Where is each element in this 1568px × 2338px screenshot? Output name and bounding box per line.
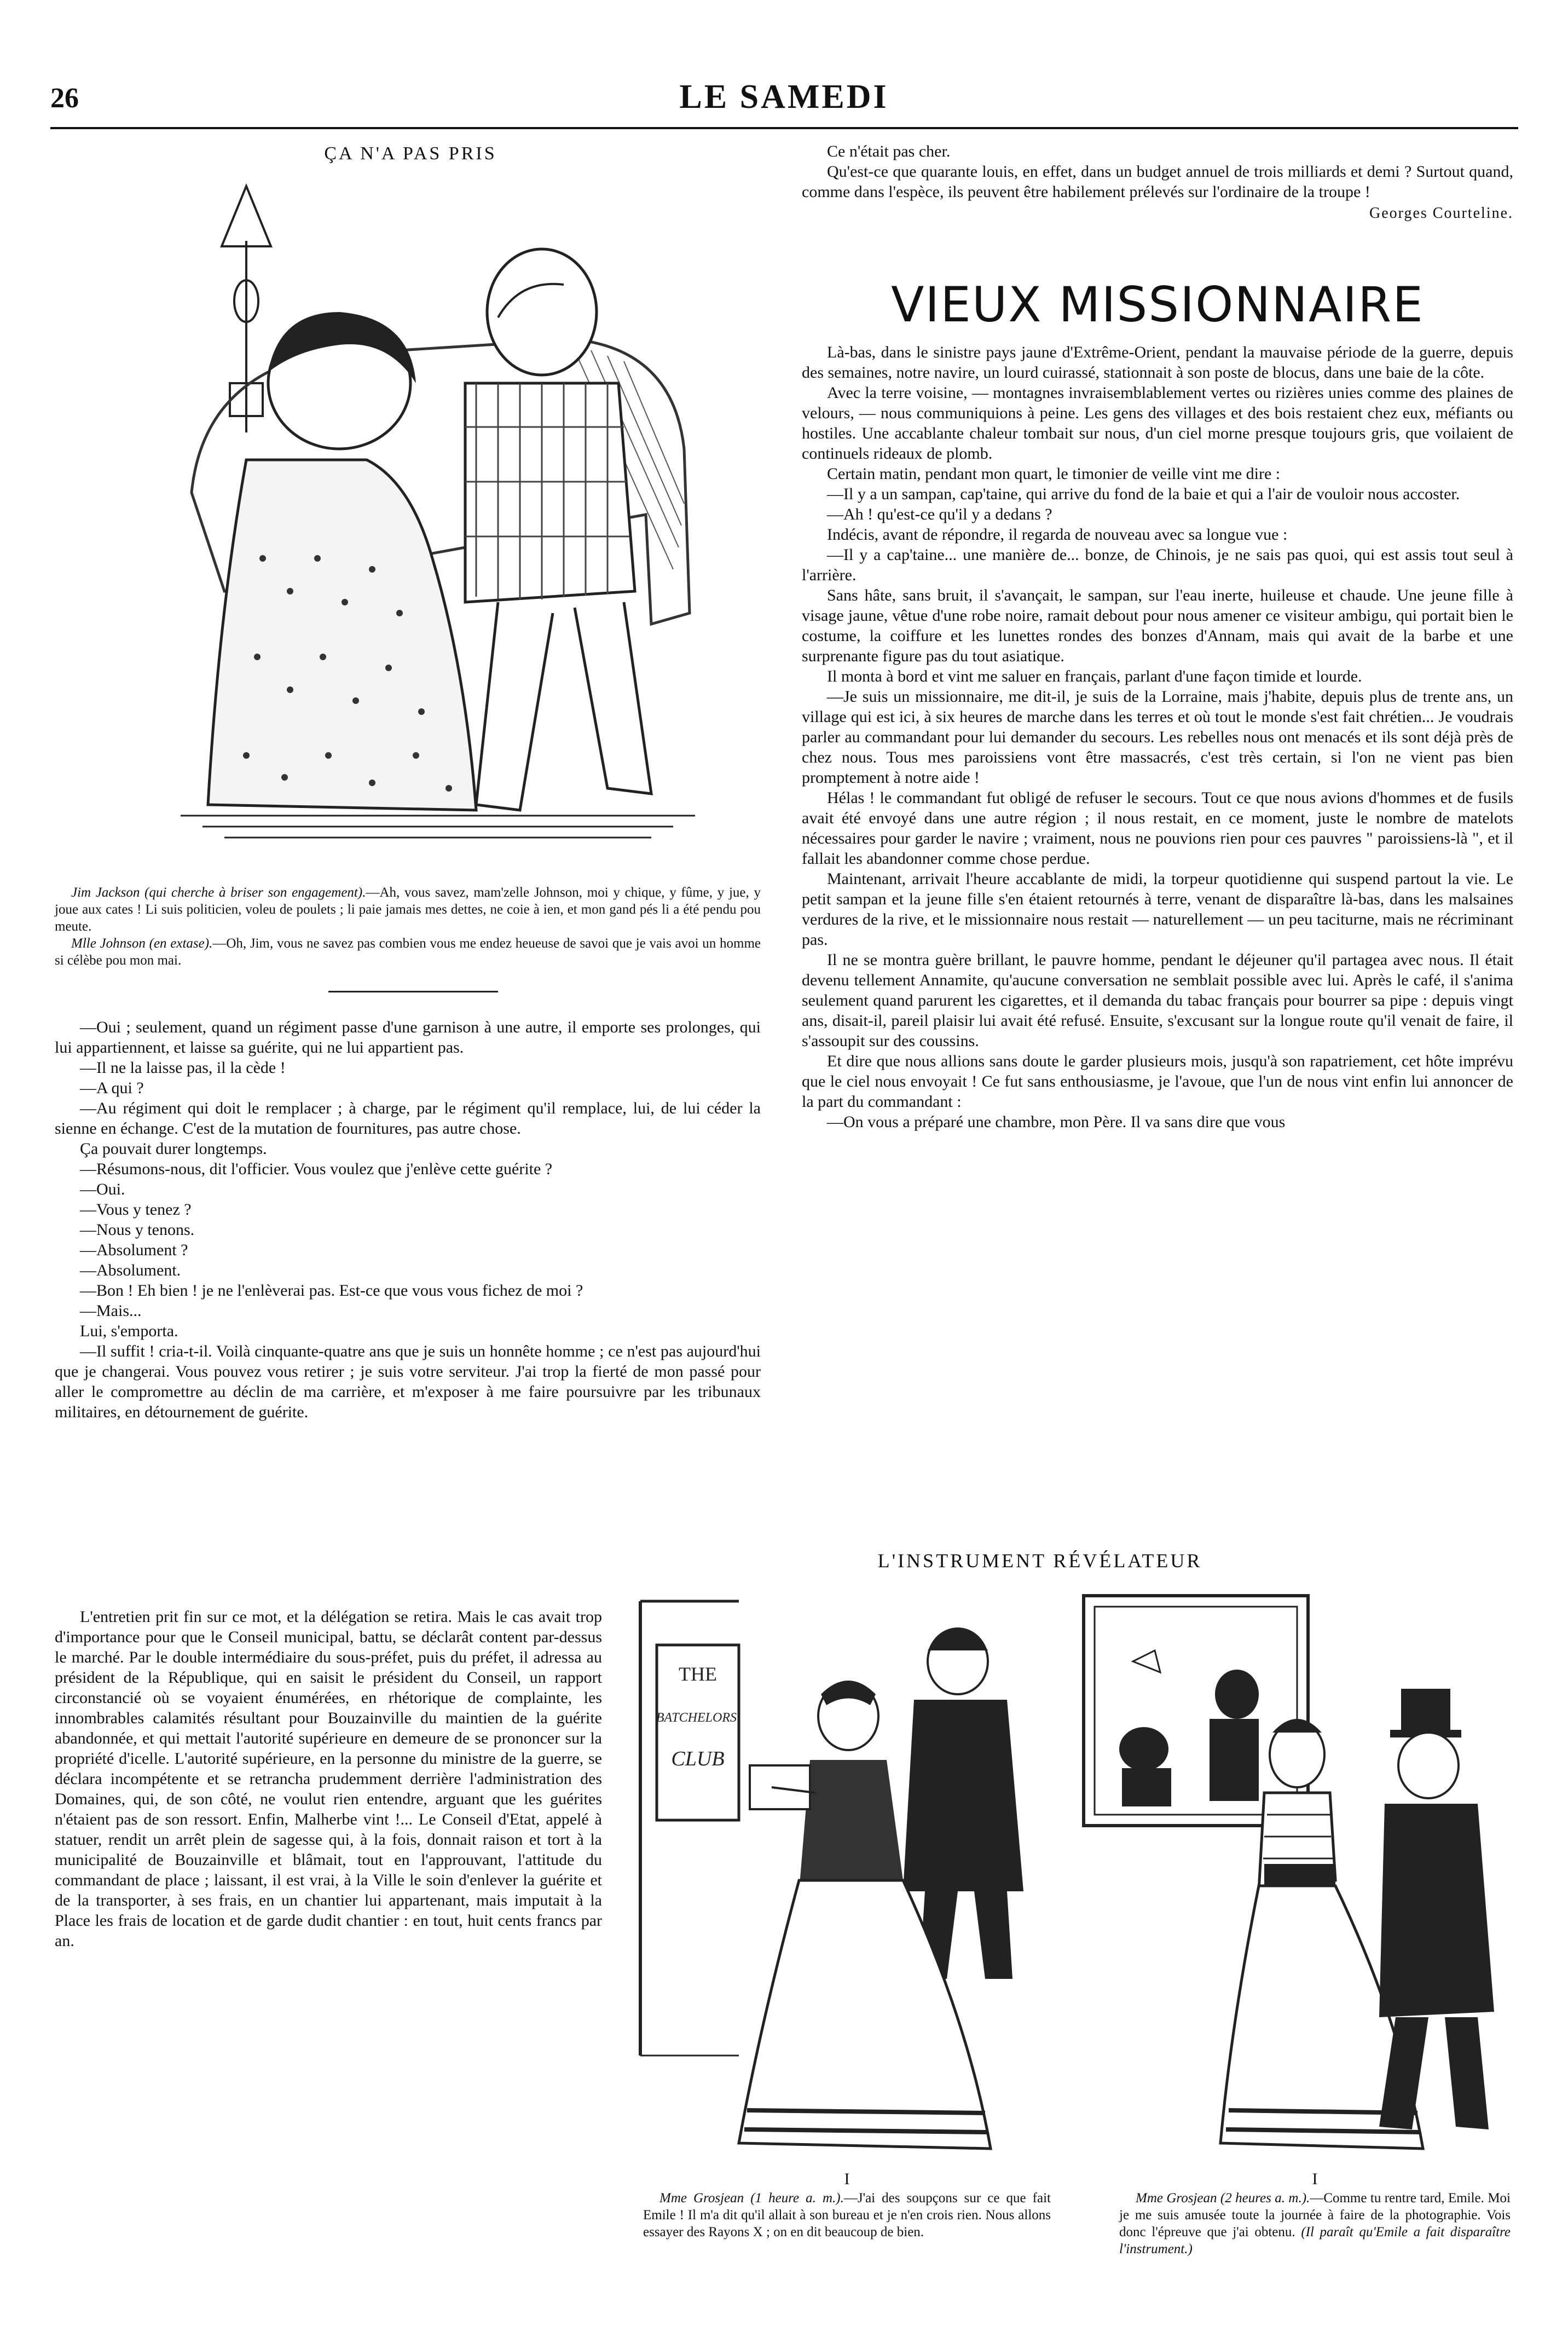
panel-1-number: I [844,2170,850,2188]
panel-1-speaker: Mme Grosjean (1 heure a. m.). [659,2191,844,2206]
instrument-panel-2-caption [1119,2170,1511,2258]
instrument-panel-1-illustration [629,1585,1056,2165]
paragraph: —On vous a préparé une chambre, mon Père. Il va sans dire que vous [827,1113,1286,1131]
author-signature: Georges Courteline. [1369,205,1513,222]
paragraph: Ça pouvait durer longtemps. [80,1140,267,1158]
paragraph: Avec la terre voisine, — montagnes invraisemblablement vertes ou rizières unies comme des plaines de velours, — nous communiquions à peine. Les gens des villages et des bois restaient chez eux, méfiants ou hostiles. Une accablante chaleur tombait sur nous, d'un ciel morne presque toujours gris, que voilaient de continuels rideaux de plomb. [802,384,1513,463]
paragraph: Ce n'était pas cher. [827,142,951,160]
couple-cartoon-illustration [82,175,755,859]
missionnaire-title: VIEUX MISSIONNAIRE [891,276,1424,333]
paragraph: —Ah ! qu'est-ce qu'il y a dedans ? [827,505,1052,523]
panel-2-speaker: Mme Grosjean (2 heures a. m.). [1136,2191,1310,2206]
paragraph: —Je suis un missionnaire, me dit-il, je suis de la Lorraine, mais j'habite, depuis plus de trente ans, un village qui est ici, à six heures de marche dans les terres et où tout le monde s'est fait chrétien... Je voudrais parler au commandant pour lui demander du secours. Les rebelles nous ont menacés et ils sont déjà près de chez nous. Tous mes paroissiens vont être massacrés, c'est très certain, si l'on ne vient pas bien promptement à notre aide ! [802,688,1513,787]
paragraph: —Il suffit ! cria-t-il. Voilà cinquante-quatre ans que je suis un honnête homme ; ce n'est pas aujourd'hui que je changerai. Vous pouvez vous retirer ; je suis votre serviteur. J'ai trop la fierté de mon passé pour aller le compromettre au déclin de ma carrière, et m'exposer à me faire poursuivre par les tribunaux militaires, en détournement de guérite. [55,1342,761,1421]
paragraph: —Absolument. [80,1261,181,1279]
paragraph: —A qui ? [80,1079,144,1097]
instrument-title: L'INSTRUMENT RÉVÉLATEUR [877,1550,1202,1572]
missionnaire-column [802,342,1513,1132]
paragraph: Sans hâte, sans bruit, il s'avançait, le sampan, sur l'eau inerte, huileuse et chaude. Une jeune fille à visage jaune, vêtue d'une robe noire, ramait debout pour nous amener ce visiteur ambigu, qui portait bien le costume, la coiffure et les lunettes rondes des bonzes d'Annam, mais qui avait de la barbe et une surprenante figure pas du tout asiatique. [802,586,1513,665]
cartoon-title: ÇA N'A PAS PRIS [324,143,497,164]
instrument-panel-2-illustration [1073,1585,1511,2165]
paragraph: —Il y a un sampan, cap'taine, qui arrive du fond de la baie et qui a l'air de vouloir nous accoster. [827,485,1460,503]
paragraph: —Au régiment qui doit le remplacer ; à charge, par le régiment qu'il remplace, lui, de lui céder la sienne en échange. C'est de la mutation de fournitures, pas autre chose. [55,1099,761,1138]
paragraph: —Oui. [80,1180,125,1198]
paragraph: —Vous y tenez ? [80,1200,192,1219]
paragraph: Il monta à bord et vint me saluer en français, parlant d'une façon timide et lourde. [827,667,1362,685]
svg-text:CLUB: CLUB [671,1747,725,1770]
paragraph: —Nous y tenons. [80,1221,195,1239]
panel-2-number: I [1312,2170,1318,2188]
paragraph: Hélas ! le commandant fut obligé de refuser le secours. Tout ce que nous avions d'hommes et de fusils avait été envoyé dans une autre région ; il nous restait, en ce moment, juste le nombre de matelots nécessaires pour garder le navire ; vraiment, nous ne pouvions rien pour ces pauvres " paroissiens-là ", et il fallait les abandonner comme chose perdue. [802,789,1513,868]
caption-text-johnson: —Oh, Jim, vous ne savez pas combien vous me endez heueuse de savoi que je vais avoi un homme si célèbe pou mon mai. [55,936,761,968]
caption-divider [328,991,498,992]
paragraph: —Il y a cap'taine... une manière de... bonze, de Chinois, je ne sais pas quoi, qui est assis tout seul à l'arrière. [802,546,1513,584]
paragraph: L'entretien prit fin sur ce mot, et la délégation se retira. Mais le cas avait trop d'importance pour que le Conseil municipal, battu, se déclarât content par-dessus le marché. Par le double intermédiaire du sous-préfet, puis du préfet, il adressa au président de la République, qui en saisit le président du Conseil, un rapport circonstancié où se voyaient énumérées, en rhétorique de complainte, les innombrables calamités résultant pour Bouzainville du maintien de la guérite abandonnée, et qui mettait l'autorité supérieure en demeure de se prononcer sur la propriété d'icelle. L'autorité supérieure, en la personne du ministre de la guerre, se déclara incompétente et se retrancha prudemment derrière l'administration des Domaines, qui, de son côté, ne voulut rien entendre, arguant que les guérites n'étaient pas de son ressort. Enfin, Malherbe vint !... Le Conseil d'Etat, appelé à statuer, rendit un arrêt plein de sagesse qui, à la fois, donnait raison et tort à la municipalité de Bouzainville et blâmait, tout en l'approuvant, l'attitude du commandant de place ; laissant, il est vrai, à la Ville le soin d'enlever la guérite et de la transporter, à ses frais, en un chantier lui appartenant, mais imputait à la Place les frais de location et de garde dudit chantier : en tout, huit cents francs par an. [55,1608,602,1950]
paragraph: Certain matin, pendant mon quart, le timonier de veille vint me dire : [827,465,1281,483]
panel-2-text: —Comme tu rentre tard, Emile. Moi je me suis amusée toute la journée à faire de la photographie. Vois donc l'épreuve que j'ai obtenu. [1119,2191,1511,2239]
paragraph: Là-bas, dans le sinistre pays jaune d'Extrême-Orient, pendant la mauvaise période de la guerre, depuis des semaines, notre navire, un lourd cuirassé, stationnait à son poste de blocus, dans une baie de la côte. [802,343,1513,382]
paragraph: Il ne se montra guère brillant, le pauvre homme, pendant le déjeuner qu'il partagea avec nous. Il était devenu tellement Annamite, qu'aucune conversation ne semblait possible avec lui. Après le café, il s'anima seulement quand parurent les cigarettes, et il demanda du tabac français pour bourrer sa pipe : depuis vingt ans, disait-il, pareil plaisir lui avait été refusé. Ensuite, s'excusant sur la longue route qu'il venait de faire, il s'assoupit sur des coussins. [802,951,1513,1050]
caption-speaker-johnson: Mlle Johnson (en extase). [71,936,213,951]
paragraph: —Résumons-nous, dit l'officier. Vous voulez que j'enlève cette guérite ? [80,1160,553,1178]
paragraph: —Mais... [80,1302,142,1320]
paragraph: —Bon ! Eh bien ! je ne l'enlèverai pas. Est-ce que vous vous fichez de moi ? [80,1281,583,1300]
paragraph: Indécis, avant de répondre, il regarda de nouveau avec sa longue vue : [827,526,1288,544]
paragraph: Lui, s'emporta. [80,1322,178,1340]
panel-1-text: —J'ai des soupçons sur ce que fait Emile ! Il m'a dit qu'il allait à son bureau et je n'en crois rien. Nous allons essayer des Rayons X ; on en dit beaucoup de bien. [643,2191,1051,2239]
caption-speaker-jim: Jim Jackson (qui cherche à briser son engagement). [71,885,366,900]
paragraph: Et dire que nous allions sans doute le garder plusieurs mois, jusqu'à son rapatriement, cet hôte imprévu que le ciel nous envoyait ! Ce fut sans enthousiasme, je l'avoue, que l'un de nous vint enfin lui annoncer de la part du commandant : [802,1052,1513,1111]
paragraph: —Il ne la laisse pas, il la cède ! [80,1059,286,1077]
panel-2-note: (Il paraît qu'Emile a fait disparaître l'instrument.) [1119,2225,1511,2256]
paragraph: —Oui ; seulement, quand un régiment passe d'une garnison à une autre, il emporte ses prolonges, qui lui appartiennent, et laisse sa guérite, qui ne lui appartient pas. [55,1018,761,1057]
story-left-column [55,1017,761,1422]
caption-text-jim: —Ah, vous savez, mam'zelle Johnson, moi y chique, y fûme, y jue, y joue aux cates ! Li suis politicien, voleu de poulets ; li paie jamais mes dettes, ne coie à ien, et mon gand pés li a été pendu pou meute. [55,885,761,934]
page-number: 26 [50,83,79,114]
paragraph: Maintenant, arrivait l'heure accablante de midi, la torpeur quotidienne qui suspend partout la vie. Le petit sampan et la jeune fille s'en étaient retournés à terre, venant de disparaître là-bas, dans les malsaines verdures de la rive, et le missionnaire nous restait — naturellement — un peu taciturne, mais ne récriminant pas. [802,870,1513,949]
header-divider [50,127,1518,129]
svg-text:BATCHELORS': BATCHELORS' [656,1711,740,1725]
story-left-narrow-column [55,1607,602,1951]
instrument-panel-1-caption [643,2170,1051,2241]
right-top-column [802,141,1513,223]
paragraph: Qu'est-ce que quarante louis, en effet, dans un budget annuel de trois milliards et demi ? Surtout quand, comme dans l'espèce, ils peuvent être habilement prélevés sur l'ordinaire de la troupe ! [802,163,1513,201]
journal-title: LE SAMEDI [679,78,889,116]
svg-text:THE: THE [679,1663,717,1685]
paragraph: —Absolument ? [80,1241,188,1259]
cartoon-caption [55,884,761,969]
